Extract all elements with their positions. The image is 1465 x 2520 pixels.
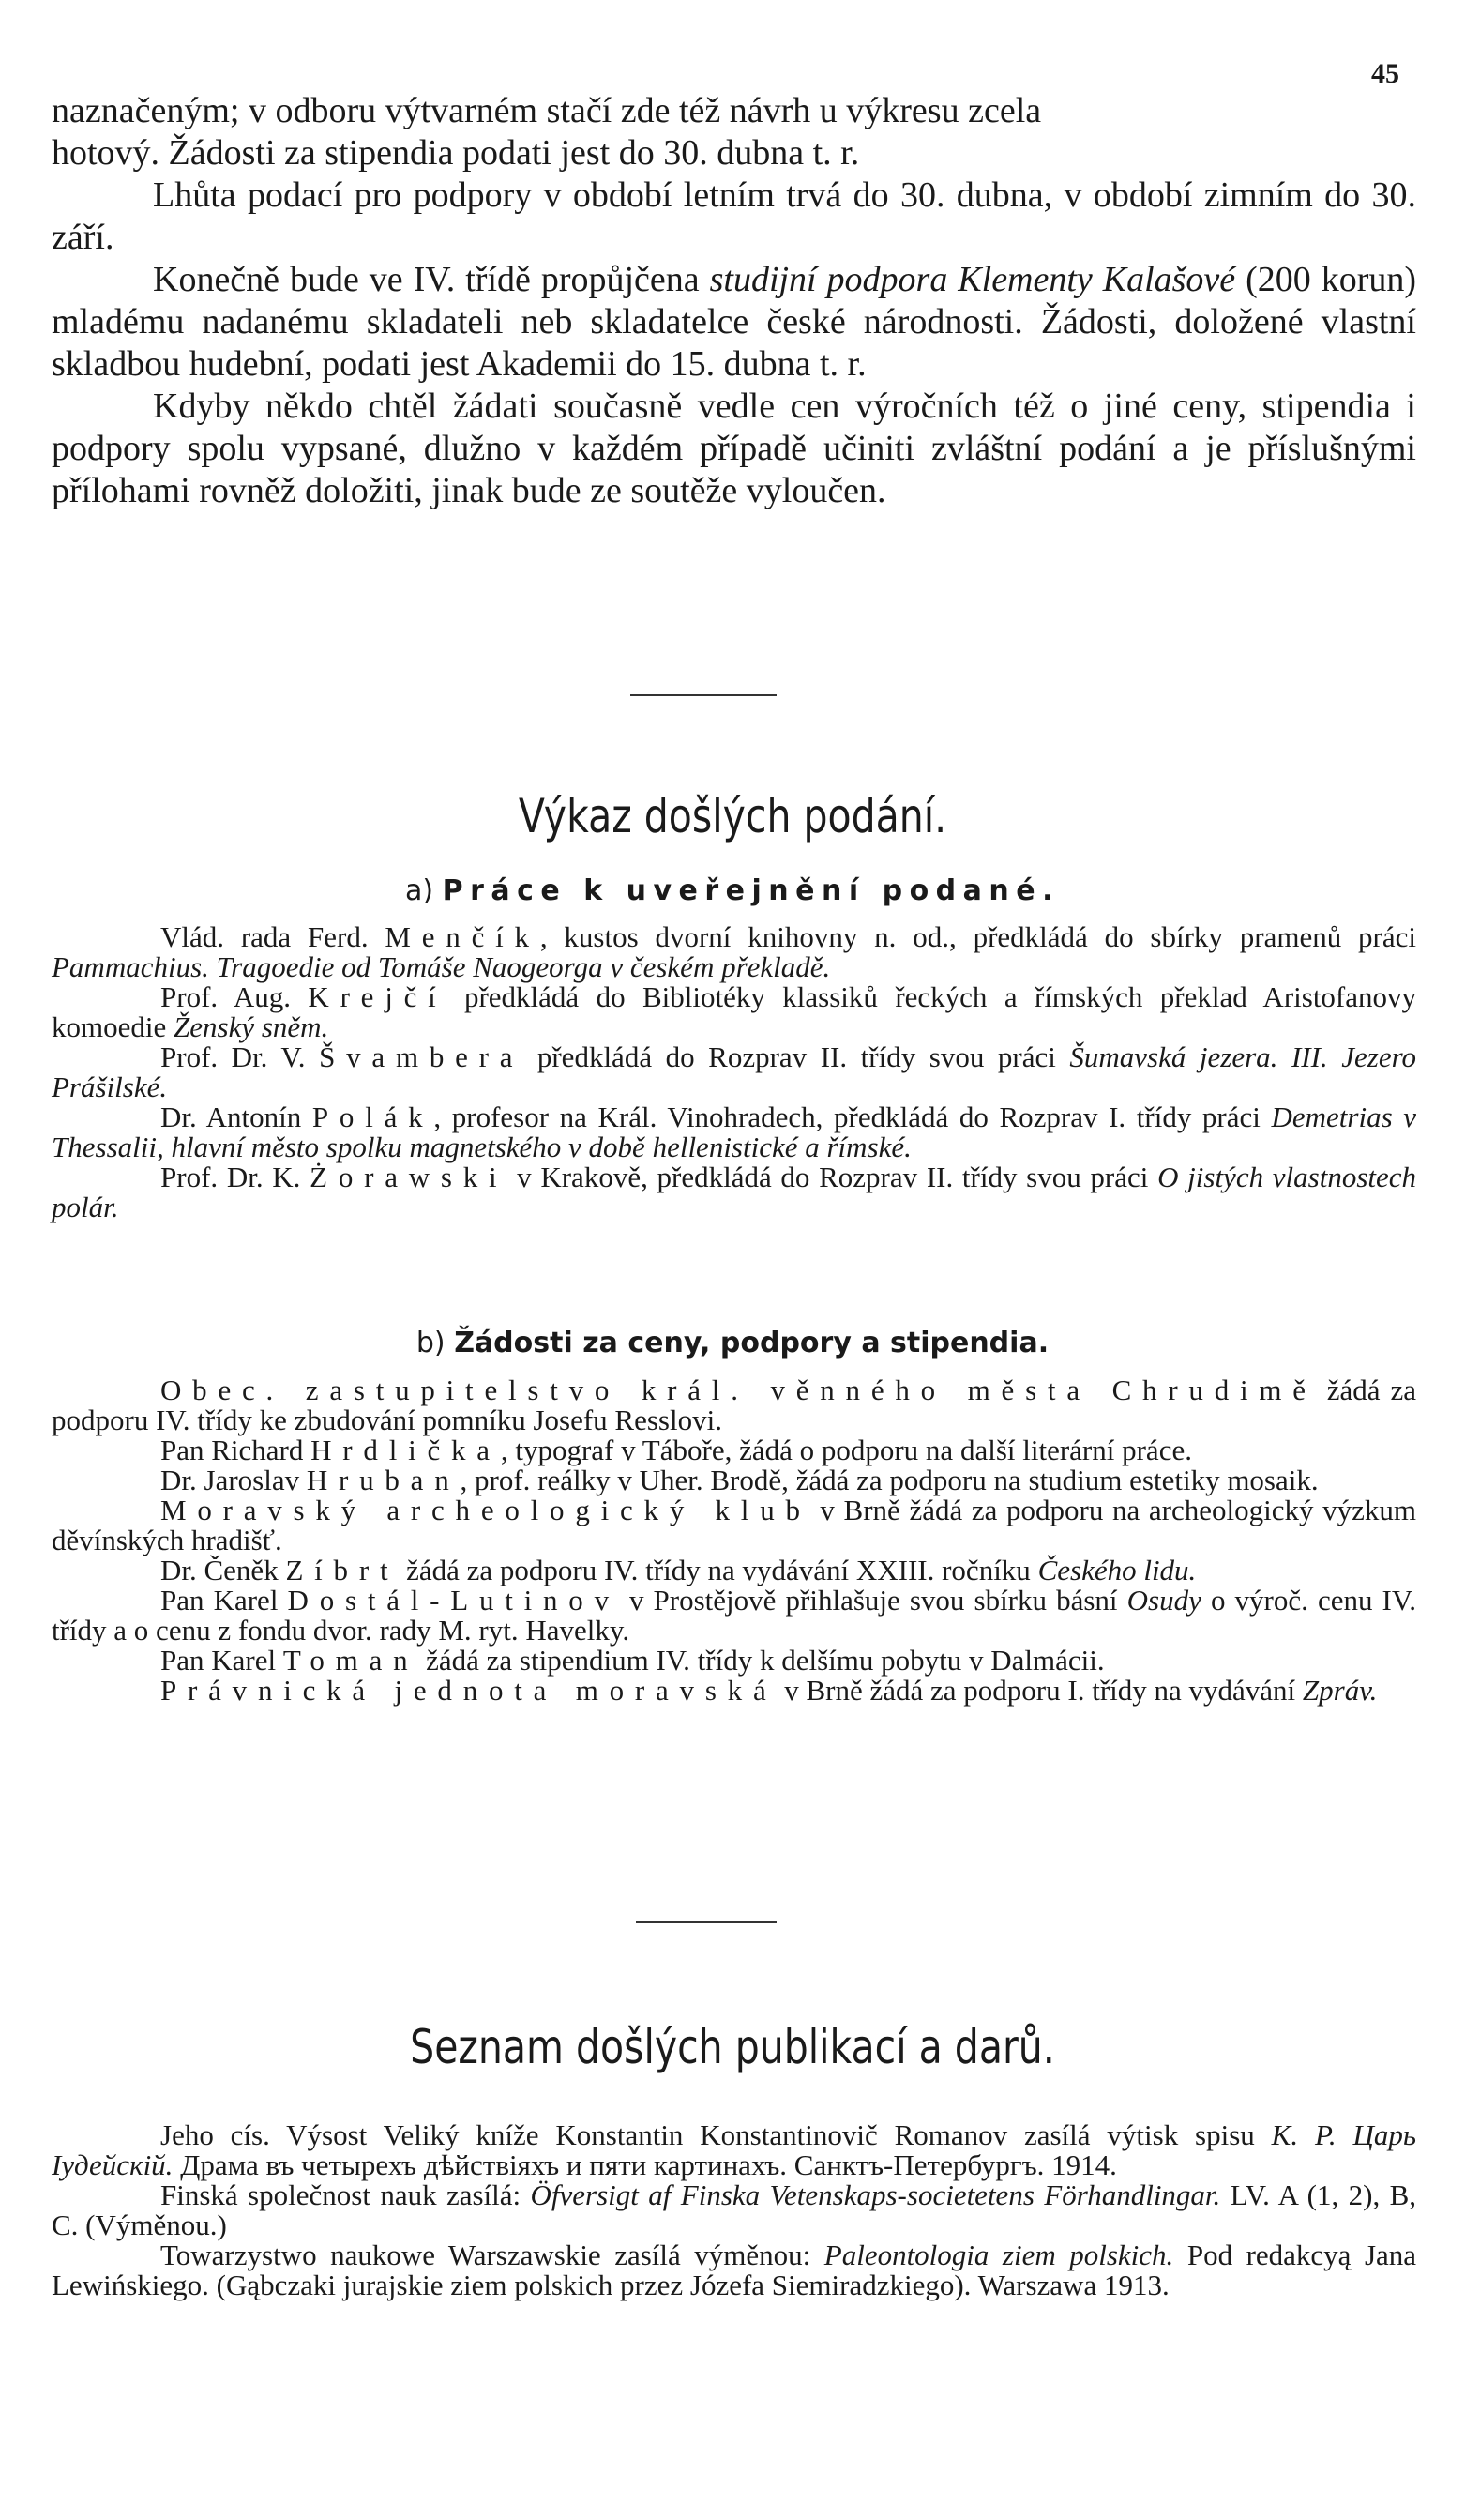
a-entry-1: Vlád. rada Ferd. Menčík, kustos dvorní knihovny n. od., předkládá do sbírky pramenů práci Pammachius. Tragoedie od Tomáše Naogeorga v českém překladě. <box>52 920 1416 983</box>
applicant-name: Toman <box>282 1644 419 1677</box>
b-entry-7: Pan Karel Toman žádá za stipendium IV. třídy k delšímu pobytu v Dalmácii. <box>160 1644 1105 1677</box>
intro-paragraph-2: Lhůta podací pro podpory v období letním trvá do 30. dubna, v období zimním do 30. září. <box>52 175 1416 257</box>
author-name: Švambera <box>319 1040 524 1073</box>
intro-paragraph-1 <box>52 90 1416 175</box>
page-number: 45 <box>1371 58 1399 89</box>
section-b-heading: b) Žádosti za ceny, podpory a stipendia. <box>415 1327 1050 1359</box>
applicant-name: Hrdlička <box>310 1434 501 1466</box>
b-entry-5: Dr. Čeněk Zíbrt žádá za podporu IV. třídy na vydávání XXIII. ročníku Českého lidu. <box>160 1554 1197 1586</box>
b-entry-4: Moravský archeologický klub v Brně žádá za podporu na archeologický výzkum děvínských hradišť. <box>52 1494 1416 1556</box>
a-entry-3: Prof. Dr. V. Švambera předkládá do Rozprav II. třídy svou práci Šumavská jezera. III. Jezero Prášilské. <box>52 1040 1416 1103</box>
seznam-entries <box>52 2120 1416 2300</box>
intro-paragraph-3: Konečně bude ve IV. třídě propůjčena studijní podpora Klementy Kalašové (200 korun) mladému nadanému skladateli neb skladatelce české národnosti. Žádosti, doložené vlastní skladbou hudební, podati jest Akademii do 15. dubna t. r. <box>52 260 1417 384</box>
b-entry-3: Dr. Jaroslav Hruban, prof. reálky v Uher. Brodě, žádá za podporu na studium estetiky mosaik. <box>160 1464 1319 1496</box>
b-entry-8: Právnická jednota moravská v Brně žádá za podporu I. třídy na vydávání Zpráv. <box>160 1674 1378 1707</box>
applicant-name: Zíbrt <box>285 1554 400 1586</box>
seznam-title: Seznam došlých publikací a darů. <box>410 2020 1055 2074</box>
applicant-name: Obec. zastupitelstvo král. věnného města Chrudimě <box>160 1374 1317 1406</box>
a-entry-4: Dr. Antonín Polák, profesor na Král. Vinohradech, předkládá do Rozprav I. třídy práci Demetrias v Thessalii, hlavní město spolku magnetského v době hellenistické a římské. <box>52 1101 1417 1163</box>
b-entry-2: Pan Richard Hrdlička, typograf v Táboře, žádá o podporu na další literární práce. <box>160 1434 1192 1466</box>
intro-section <box>52 90 1416 512</box>
intro-line-2: hotový. Žádosti za stipendia podati jest do 30. dubna t. r. <box>52 133 860 173</box>
applicant-name: Právnická jednota moravská <box>160 1674 778 1707</box>
divider-1 <box>630 694 777 696</box>
author-name: Żorawski <box>310 1161 508 1193</box>
author-name: Polák <box>311 1101 434 1133</box>
publication-entry-2: Finská společnost nauk zasílá: Öfversigt af Finska Vetenskaps-societetens Förhandlingar. LV. A (1, 2), B, C. (Výměnou.) <box>52 2178 1417 2241</box>
divider-2 <box>636 1921 777 1923</box>
publication-entry-1: Jeho cís. Výsost Veliký kníže Konstantin Konstantinovič Romanov zasílá výtisk spisu K. P. Царь Іудейскій. Драма въ четырехъ дѣйствіяхъ и пяти картинахъ. Санктъ-Петербургъ. 1914. <box>52 2118 1416 2181</box>
b-entry-1: Obec. zastupitelstvo král. věnného města Chrudimě žádá za podporu IV. třídy ke zbudování pomníku Josefu Resslovi. <box>52 1374 1417 1436</box>
section-a-entries <box>52 922 1416 1222</box>
section-b-entries <box>52 1375 1416 1706</box>
section-a-heading: a) Práce k uveřejnění podané. <box>404 874 1060 907</box>
publication-entry-3: Towarzystwo naukowe Warszawskie zasílá výměnou: Paleontologia ziem polskich. Pod redakcyą Jana Lewińskiego. (Gąbczaki jurajskie ziem polskich przez Józefa Siemiradzkiego). Warszawa 1913. <box>52 2239 1417 2301</box>
applicant-name: Dostál-Lutinov <box>287 1584 620 1617</box>
a-entry-2: Prof. Aug. Krejčí předkládá do Bibliotéky klassiků řeckých a římských překlad Aristofanovy komoedie Ženský sněm. <box>52 980 1417 1043</box>
a-entry-5: Prof. Dr. K. Żorawski v Krakově, předkládá do Rozprav II. třídy svou práci O jistých vlastnostech polár. <box>52 1161 1417 1223</box>
author-name: Krejčí <box>308 980 447 1013</box>
vykaz-title: Výkaz došlých podání. <box>518 789 947 843</box>
grant-name: studijní podpora Klementy Kalašové <box>709 260 1236 299</box>
applicant-name: Moravský archeologický klub <box>160 1494 811 1526</box>
author-name: Menčík <box>385 920 540 953</box>
intro-paragraph-4: Kdyby někdo chtěl žádati současně vedle cen výročních též o jiné ceny, stipendia i podpory spolu vypsané, dlužno v každém případě učiniti zvláštní podání a je příslušnými přílohami rovněž doložiti, jinak bude ze soutěže vyloučen. <box>52 387 1416 510</box>
b-entry-6: Pan Karel Dostál-Lutinov v Prostějově přihlašuje svou sbírku básní Osudy o výroč. cenu IV. třídy a o cenu z fondu dvor. rady M. ryt. Havelky. <box>52 1584 1417 1647</box>
applicant-name: Hruban <box>306 1464 461 1496</box>
intro-line-1: naznačeným; v odboru výtvarném stačí zde též návrh u výkresu zcela <box>52 91 1042 130</box>
